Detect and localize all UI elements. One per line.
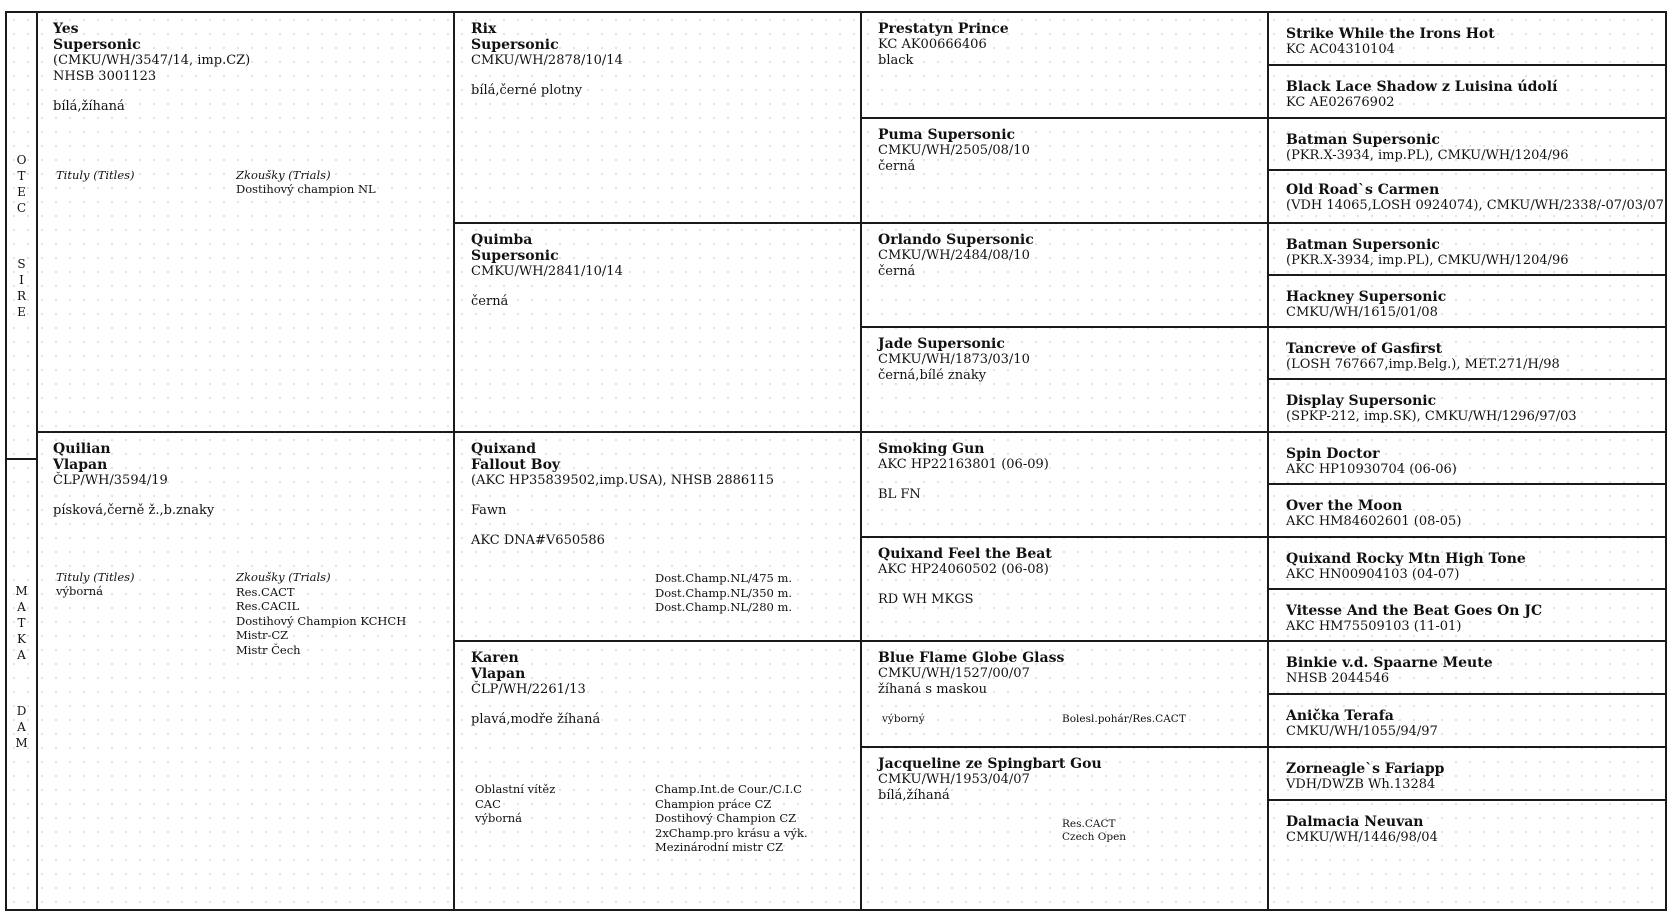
g4-registration: CMKU/WH/1615/01/08 [1286, 305, 1438, 320]
g3-cell-3 [862, 224, 1269, 328]
g2-name-line1: Quimba [471, 232, 533, 248]
g2-dna: AKC DNA#V650586 [471, 533, 605, 548]
g4-registration: KC AE02676902 [1286, 95, 1395, 110]
g4-name: Batman Supersonic [1286, 237, 1440, 253]
g2-title: Dost.Champ.NL/280 m. [655, 600, 793, 614]
dam-name-line2: Vlapan [53, 457, 108, 473]
g4-cell-10 [1269, 485, 1667, 538]
sire-trial: Dostihový champion NL [236, 182, 376, 196]
g2-title: CAC [475, 796, 501, 811]
g3-color: černá [878, 264, 916, 279]
g4-registration: AKC HM75509103 (11-01) [1286, 619, 1462, 634]
g4-name: Vitesse And the Beat Goes On JC [1286, 603, 1543, 619]
sire-name-line2: Supersonic [53, 37, 141, 53]
g2-name-line2: Fallout Boy [471, 457, 561, 473]
g4-name: Strike While the Irons Hot [1286, 26, 1495, 42]
g4-name: Display Supersonic [1286, 393, 1437, 409]
sire-side-label [7, 13, 38, 460]
g4-cell-5 [1269, 224, 1667, 276]
g4-cell-12 [1269, 590, 1667, 642]
g3-color: bílá,žíhaná [878, 788, 950, 803]
g4-cell-6 [1269, 276, 1667, 328]
g4-registration: CMKU/WH/1446/98/04 [1286, 830, 1438, 845]
g3-color: černá [878, 159, 916, 174]
g3-cell-6 [862, 538, 1269, 642]
side-letter: O [16, 153, 27, 167]
g3-registration: AKC HP24060502 (06-08) [878, 562, 1049, 577]
side-letter: K [17, 632, 26, 646]
g3-cell-5 [862, 433, 1269, 538]
g4-registration: AKC HM84602601 (08-05) [1286, 514, 1462, 529]
g4-name: Batman Supersonic [1286, 132, 1440, 148]
g4-registration: (LOSH 767667,imp.Belg.), MET.271/H/98 [1286, 357, 1560, 372]
g2-registration: (AKC HP35839502,imp.USA), NHSB 2886115 [471, 473, 775, 488]
dam-trial: Mistr Čech [236, 642, 301, 657]
g2-cell-4 [455, 642, 862, 911]
side-letter: S [17, 257, 26, 271]
dam-color: písková,černě ž.,b.znaky [53, 503, 215, 518]
g2-name-line2: Supersonic [471, 248, 559, 264]
g4-registration: (PKR.X-3934, imp.PL), CMKU/WH/1204/96 [1286, 253, 1569, 268]
g3-registration: CMKU/WH/2484/08/10 [878, 248, 1030, 263]
g4-cell-15 [1269, 748, 1667, 801]
g2-color: bílá,černé plotny [471, 83, 583, 98]
g4-cell-9 [1269, 433, 1667, 485]
g4-name: Dalmacia Neuvan [1286, 814, 1424, 830]
g2-trial: Mezinárodní mistr CZ [655, 840, 784, 854]
dam-title: výborná [56, 584, 104, 598]
g4-name: Tancreve of Gasfirst [1286, 341, 1443, 357]
side-letter: E [17, 305, 26, 319]
g2-trial: Champion práce CZ [655, 796, 772, 811]
g3-trial: Czech Open [1062, 831, 1127, 843]
g3-title: výborný [882, 713, 925, 725]
dam-trial: Mistr-CZ [236, 628, 289, 642]
g3-trial: Res.CACT [1062, 818, 1116, 830]
g4-cell-16 [1269, 801, 1667, 911]
g2-name-line1: Rix [471, 21, 497, 37]
g4-cell-14 [1269, 695, 1667, 748]
dam-registration: ČLP/WH/3594/19 [53, 473, 168, 488]
g2-cell-1 [455, 13, 862, 224]
g2-registration: ČLP/WH/2261/13 [471, 682, 586, 697]
sire-registration: (CMKU/WH/3547/14, imp.CZ) [53, 53, 251, 68]
sire-cell [38, 13, 455, 433]
g3-cell-7 [862, 642, 1269, 748]
g4-registration: AKC HP10930704 (06-06) [1286, 462, 1457, 477]
g4-name: Quixand Rocky Mtn High Tone [1286, 551, 1526, 567]
g4-name: Black Lace Shadow z Luisina údolí [1286, 79, 1558, 95]
g4-cell-2 [1269, 66, 1667, 119]
sire-name-line1: Yes [53, 21, 79, 37]
g3-name: Orlando Supersonic [878, 232, 1034, 248]
dam-side-label [7, 460, 38, 911]
g3-name: Jacqueline ze Spingbart Gou [878, 756, 1102, 772]
side-letter: R [16, 289, 27, 303]
g3-cell-1 [862, 13, 1269, 119]
g3-cell-4 [862, 328, 1269, 433]
g3-registration: KC AK00666406 [878, 37, 987, 52]
g4-cell-3 [1269, 119, 1667, 171]
g2-title: Oblastní vítěz [475, 782, 556, 796]
g3-color: žíhaná s maskou [878, 682, 988, 697]
g4-registration: VDH/DWZB Wh.13284 [1286, 777, 1436, 792]
g3-name: Blue Flame Globe Glass [878, 650, 1065, 666]
g3-registration: CMKU/WH/2505/08/10 [878, 143, 1030, 158]
g3-registration: CMKU/WH/1953/04/07 [878, 772, 1030, 787]
g4-name: Spin Doctor [1286, 446, 1380, 462]
g4-name: Old Road`s Carmen [1286, 182, 1440, 198]
sire-titles-heading: Tituly (Titles) [56, 168, 135, 182]
g3-name: Quixand Feel the Beat [878, 546, 1052, 562]
g2-registration: CMKU/WH/2878/10/14 [471, 53, 623, 68]
dam-name-line1: Quilian [53, 441, 111, 457]
g3-color: BL FN [878, 487, 921, 502]
dam-cell [38, 433, 455, 911]
g3-registration: CMKU/WH/1527/00/07 [878, 666, 1030, 681]
g2-color: plavá,modře žíhaná [471, 712, 601, 727]
side-letter: C [16, 201, 27, 215]
dam-titles-heading: Tituly (Titles) [56, 570, 135, 584]
g3-cell-8 [862, 748, 1269, 911]
g3-color: RD WH MKGS [878, 592, 974, 607]
g4-cell-11 [1269, 538, 1667, 590]
g2-cell-2 [455, 224, 862, 433]
side-letter: A [17, 720, 26, 734]
g4-registration: (VDH 14065,LOSH 0924074), CMKU/WH/2338/-07/03/07 [1286, 198, 1664, 213]
g4-registration: NHSB 2044546 [1286, 671, 1390, 686]
g3-name: Puma Supersonic [878, 127, 1016, 143]
pedigree-chart [5, 11, 1667, 911]
side-letter: M [15, 736, 28, 750]
g2-cell-3 [455, 433, 862, 642]
side-letter: I [19, 273, 24, 287]
side-letter: T [17, 616, 26, 630]
g2-trial: Dostihový Champion CZ [655, 811, 797, 825]
dam-trial: Res.CACIL [236, 599, 300, 613]
g3-name: Smoking Gun [878, 441, 985, 457]
sire-color: bílá,žíhaná [53, 99, 125, 114]
g4-name: Binkie v.d. Spaarne Meute [1286, 655, 1493, 671]
g2-title: výborná [475, 811, 523, 825]
g2-trial: 2xChamp.pro krásu a výk. [655, 825, 808, 840]
g3-registration: CMKU/WH/1873/03/10 [878, 352, 1030, 367]
g4-name: Over the Moon [1286, 498, 1403, 514]
g2-title: Dost.Champ.NL/350 m. [655, 585, 793, 600]
g4-cell-7 [1269, 328, 1667, 380]
g2-title: Dost.Champ.NL/475 m. [655, 571, 793, 585]
g2-color: Fawn [471, 503, 507, 518]
side-letter: M [15, 584, 28, 598]
g2-trial: Champ.Int.de Cour./C.I.C [655, 782, 802, 796]
g3-color: black [878, 53, 914, 68]
g4-cell-13 [1269, 642, 1667, 695]
g3-name: Jade Supersonic [878, 336, 1005, 352]
g4-registration: CMKU/WH/1055/94/97 [1286, 724, 1438, 739]
g4-name: Hackney Supersonic [1286, 289, 1447, 305]
g4-cell-8 [1269, 380, 1667, 433]
sire-registration-2: NHSB 3001123 [53, 69, 157, 84]
side-letter: A [17, 648, 26, 662]
g4-registration: (PKR.X-3934, imp.PL), CMKU/WH/1204/96 [1286, 148, 1569, 163]
sire-trials-heading: Zkoušky (Trials) [236, 168, 331, 182]
side-letter: A [17, 600, 26, 614]
dam-trial: Res.CACT [236, 584, 295, 599]
g3-name: Prestatyn Prince [878, 21, 1009, 37]
g2-color: černá [471, 294, 509, 309]
g2-registration: CMKU/WH/2841/10/14 [471, 264, 623, 279]
g3-registration: AKC HP22163801 (06-09) [878, 457, 1049, 472]
g4-registration: KC AC04310104 [1286, 42, 1395, 57]
dam-trials-heading: Zkoušky (Trials) [236, 570, 331, 584]
g3-color: černá,bílé znaky [878, 368, 987, 383]
g2-name-line2: Supersonic [471, 37, 559, 53]
g3-trial: Bolesl.pohár/Res.CACT [1062, 713, 1186, 725]
g4-name: Anička Terafa [1286, 708, 1394, 724]
g2-name-line2: Vlapan [471, 666, 526, 682]
g2-name-line1: Quixand [471, 441, 537, 457]
g4-registration: AKC HN00904103 (04-07) [1286, 567, 1460, 582]
g4-cell-1 [1269, 13, 1667, 66]
side-letter: E [17, 185, 26, 199]
g4-registration: (SPKP-212, imp.SK), CMKU/WH/1296/97/03 [1286, 409, 1577, 424]
g3-cell-2 [862, 119, 1269, 224]
g2-name-line1: Karen [471, 650, 519, 666]
dam-trial: Dostihový Champion KCHCH [236, 613, 407, 628]
g4-cell-4 [1269, 171, 1667, 224]
side-letter: D [16, 704, 27, 718]
g4-name: Zorneagle`s Fariapp [1286, 761, 1445, 777]
side-letter: T [17, 169, 26, 183]
